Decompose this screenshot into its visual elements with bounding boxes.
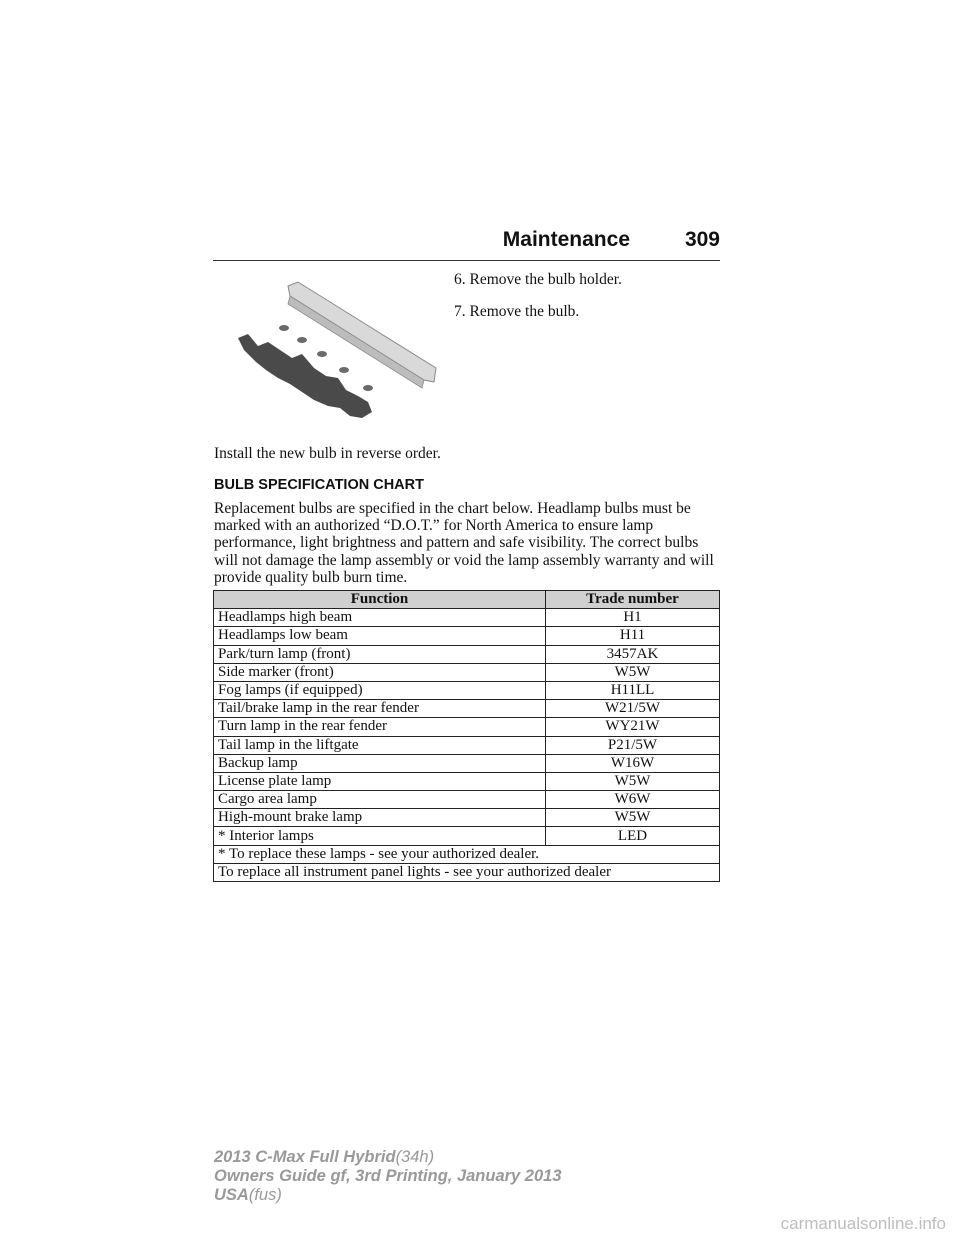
section-heading: BULB SPECIFICATION CHART [214, 477, 424, 493]
trade-number-cell: W6W [546, 791, 720, 809]
function-cell: Backup lamp [214, 754, 546, 772]
section-title: Maintenance [502, 228, 630, 251]
column-header-function: Function [214, 591, 546, 609]
table-row [214, 772, 720, 790]
column-header-trade-number: Trade number [546, 591, 720, 609]
table-header-row [214, 591, 720, 609]
trade-number-cell: W21/5W [546, 700, 720, 718]
page-header [213, 228, 720, 261]
table-note-row [214, 845, 720, 863]
footer-market-code: (fus) [248, 1186, 282, 1204]
function-cell: Side marker (front) [214, 663, 546, 681]
function-cell: * Interior lamps [214, 827, 546, 845]
step-7: 7. Remove the bulb. [454, 303, 580, 320]
function-cell: High-mount brake lamp [214, 809, 546, 827]
footer-market: USA [214, 1186, 249, 1204]
footer-line-3 [214, 1186, 562, 1205]
intro-paragraph: Replacement bulbs are specified in the chart below. Headlamp bulbs must be marked with an authorized “D.O.T.” for North America to ensure lamp performance, light brightness and pattern and safe visibility. The correct bulbs will not damage the lamp assembly or void the lamp assembly warranty and will provide quality bulb burn time. [214, 500, 714, 586]
table-row [214, 700, 720, 718]
bulb-specification-table [213, 590, 720, 882]
table-note-row [214, 863, 720, 881]
function-cell: Turn lamp in the rear fender [214, 718, 546, 736]
function-cell: Park/turn lamp (front) [214, 645, 546, 663]
function-cell: Fog lamps (if equipped) [214, 681, 546, 699]
trade-number-cell: WY21W [546, 718, 720, 736]
function-cell: Tail/brake lamp in the rear fender [214, 700, 546, 718]
install-instruction: Install the new bulb in reverse order. [214, 445, 441, 462]
trade-number-cell: H11 [546, 627, 720, 645]
table-row [214, 754, 720, 772]
trade-number-cell: W5W [546, 772, 720, 790]
function-cell: Headlamps low beam [214, 627, 546, 645]
table-row [214, 645, 720, 663]
trade-number-cell: LED [546, 827, 720, 845]
trade-number-cell: W16W [546, 754, 720, 772]
function-cell: Tail lamp in the liftgate [214, 736, 546, 754]
instruction-steps [454, 269, 622, 333]
footer-line-1 [214, 1148, 562, 1167]
table-row [214, 663, 720, 681]
trade-number-cell: H1 [546, 609, 720, 627]
footer-model: 2013 C-Max Full Hybrid [214, 1148, 396, 1166]
table-note: To replace all instrument panel lights - see your authorized dealer [214, 863, 720, 881]
footer-model-code: (34h) [395, 1148, 435, 1166]
trade-number-cell: H11LL [546, 681, 720, 699]
footer-line-2: Owners Guide gf, 3rd Printing, January 2013 [214, 1167, 562, 1185]
table-note: * To replace these lamps - see your authorized dealer. [214, 845, 720, 863]
table-row [214, 627, 720, 645]
table-row [214, 681, 720, 699]
bulb-holder-illustration [228, 278, 440, 438]
table-row [214, 791, 720, 809]
table-row [214, 827, 720, 845]
step-6: 6. Remove the bulb holder. [454, 271, 622, 288]
watermark: carmanualsonline.info [780, 1214, 946, 1233]
page-footer [214, 1148, 562, 1205]
page-number: 309 [684, 228, 720, 251]
function-cell: License plate lamp [214, 772, 546, 790]
table-row [214, 609, 720, 627]
table-row [214, 718, 720, 736]
trade-number-cell: 3457AK [546, 645, 720, 663]
trade-number-cell: W5W [546, 663, 720, 681]
trade-number-cell: P21/5W [546, 736, 720, 754]
function-cell: Headlamps high beam [214, 609, 546, 627]
table-row [214, 809, 720, 827]
function-cell: Cargo area lamp [214, 791, 546, 809]
trade-number-cell: W5W [546, 809, 720, 827]
table-row [214, 736, 720, 754]
